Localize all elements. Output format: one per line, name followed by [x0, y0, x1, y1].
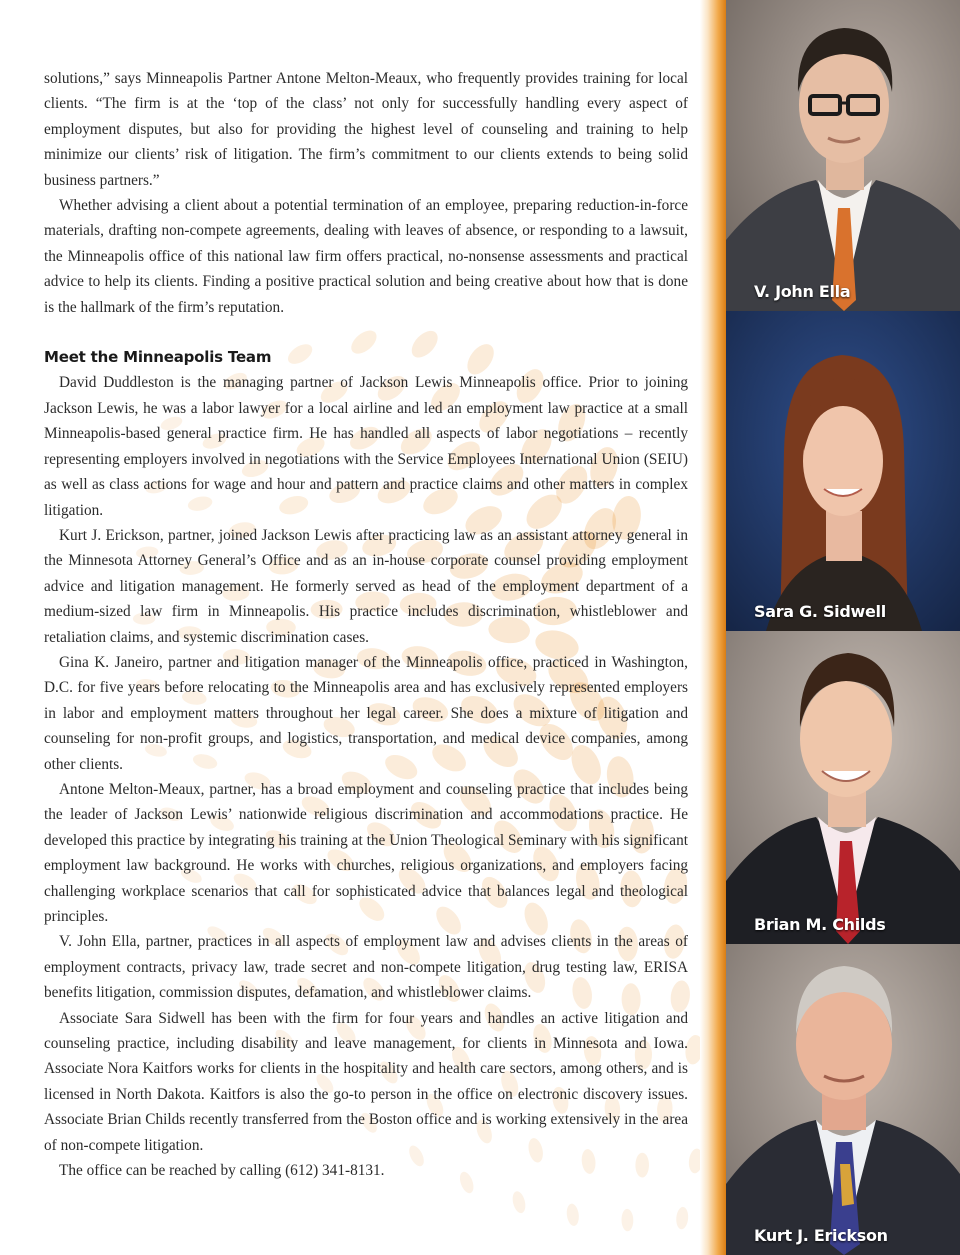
portrait-caption: Kurt J. Erickson: [754, 1226, 888, 1245]
paragraph: Kurt J. Erickson, partner, joined Jackson Lewis after practicing law as an assistant attorney general in the Minnesota Attorney General’s Office and as an in-house corporate counsel providing employment advice and litigation management. He formerly served as head of the employment department of a medium-sized law firm in Minneapolis. His practice includes discrimination, whistleblower and retaliation claims, and systemic discrimination cases.: [44, 526, 688, 646]
paragraph: Antone Melton-Meaux, partner, has a broad employment and counseling practice that includes being the leader of Jackson Lewis’ nationwide religious discrimination and accommodations practice. He developed this practice by integrating his training at the Union Theological Seminary with his significant employment law background. He works with churches, religious organizations, and employers facing challenging workplace scenarios that call for sophisticated advice that balances legal and theological principles.: [44, 780, 688, 925]
decorative-dot: [675, 1206, 689, 1229]
portrait-caption: Brian M. Childs: [754, 915, 886, 934]
portrait-photo: [726, 631, 960, 944]
contact-paragraph: The office can be reached by calling (612) 341-8131.: [59, 1162, 385, 1180]
orange-divider-bar: [700, 0, 726, 1255]
decorative-dot: [511, 1190, 528, 1215]
portrait-photo: [726, 311, 960, 631]
paragraph: David Duddleston is the managing partner of Jackson Lewis Minneapolis office. Prior to joining Jackson Lewis, he was a labor lawyer for a local airline and led an employment law practice at a small Minneapolis-based general practice firm. He has handled all aspects of labor negotiations – recently representing employers involved in negotiations with the Service Employees International Union (SEIU) as well as class actions for wage and hour and pattern and practice claims and other matters in complex litigation.: [44, 374, 688, 519]
section-heading: Meet the Minneapolis Team: [44, 348, 272, 367]
decorative-dot: [621, 1209, 633, 1232]
paragraph: solutions,” says Minneapolis Partner Antone Melton-Meaux, who frequently provides training for local clients. “The firm is at the ‘top of the class’ not only for successfully handling every aspect of employment disputes, but also for providing the highest level of counseling and training to help minimize our clients’ risk of litigation. The firm’s commitment to our clients extends to being solid business partners.”: [44, 70, 688, 189]
article-body: [44, 66, 688, 1183]
portrait-caption: Sara G. Sidwell: [754, 602, 886, 621]
paragraph: V. John Ella, partner, practices in all aspects of employment law and advises clients in the areas of employment contracts, privacy law, trade secret and non-compete litigation, drug testing law, ERISA benefits litigation, commission disputes, defamation, and whistleblower claims.: [44, 933, 688, 1002]
paragraph: Whether advising a client about a potential termination of an employee, preparing reduction-in-force materials, drafting non-compete agreements, dealing with leaves of absence, or responding to a lawsuit, the Minneapolis office of this national law firm offers practical, no-nonsense assessments and practical advice to help its clients. Finding a positive practical solution and being creative about how that is done is the hallmark of the firm’s reputation.: [44, 197, 688, 316]
portrait-photo: [726, 0, 960, 311]
team-photo-column: [726, 0, 960, 1255]
decorative-dot: [565, 1203, 580, 1227]
paragraph: Gina K. Janeiro, partner and litigation manager of the Minneapolis office, practiced in Washington, D.C. for five years before relocating to the Minneapolis area and has exclusively represented employers in labor and employment matters throughout her legal career. She does a mixture of litigation and counseling for non-profit groups, and logistics, transportation, and medical device companies, among other clients.: [44, 653, 688, 773]
portrait-caption: V. John Ella: [754, 282, 851, 301]
portrait-photo: [726, 944, 960, 1255]
paragraph: Associate Sara Sidwell has been with the firm for four years and handles an active litigation and counseling practice, including disability and leave management, for clients in Minnesota and Iowa. Associate Nora Kaitfors works for clients in the hospitality and health care sectors, among others, and is licensed in North Dakota. Kaitfors is also the go-to person in the office on electronic discovery issues. Associate Brian Childs recently transferred from the Boston office and is working extensively in the area of non-compete litigation.: [44, 1009, 688, 1154]
